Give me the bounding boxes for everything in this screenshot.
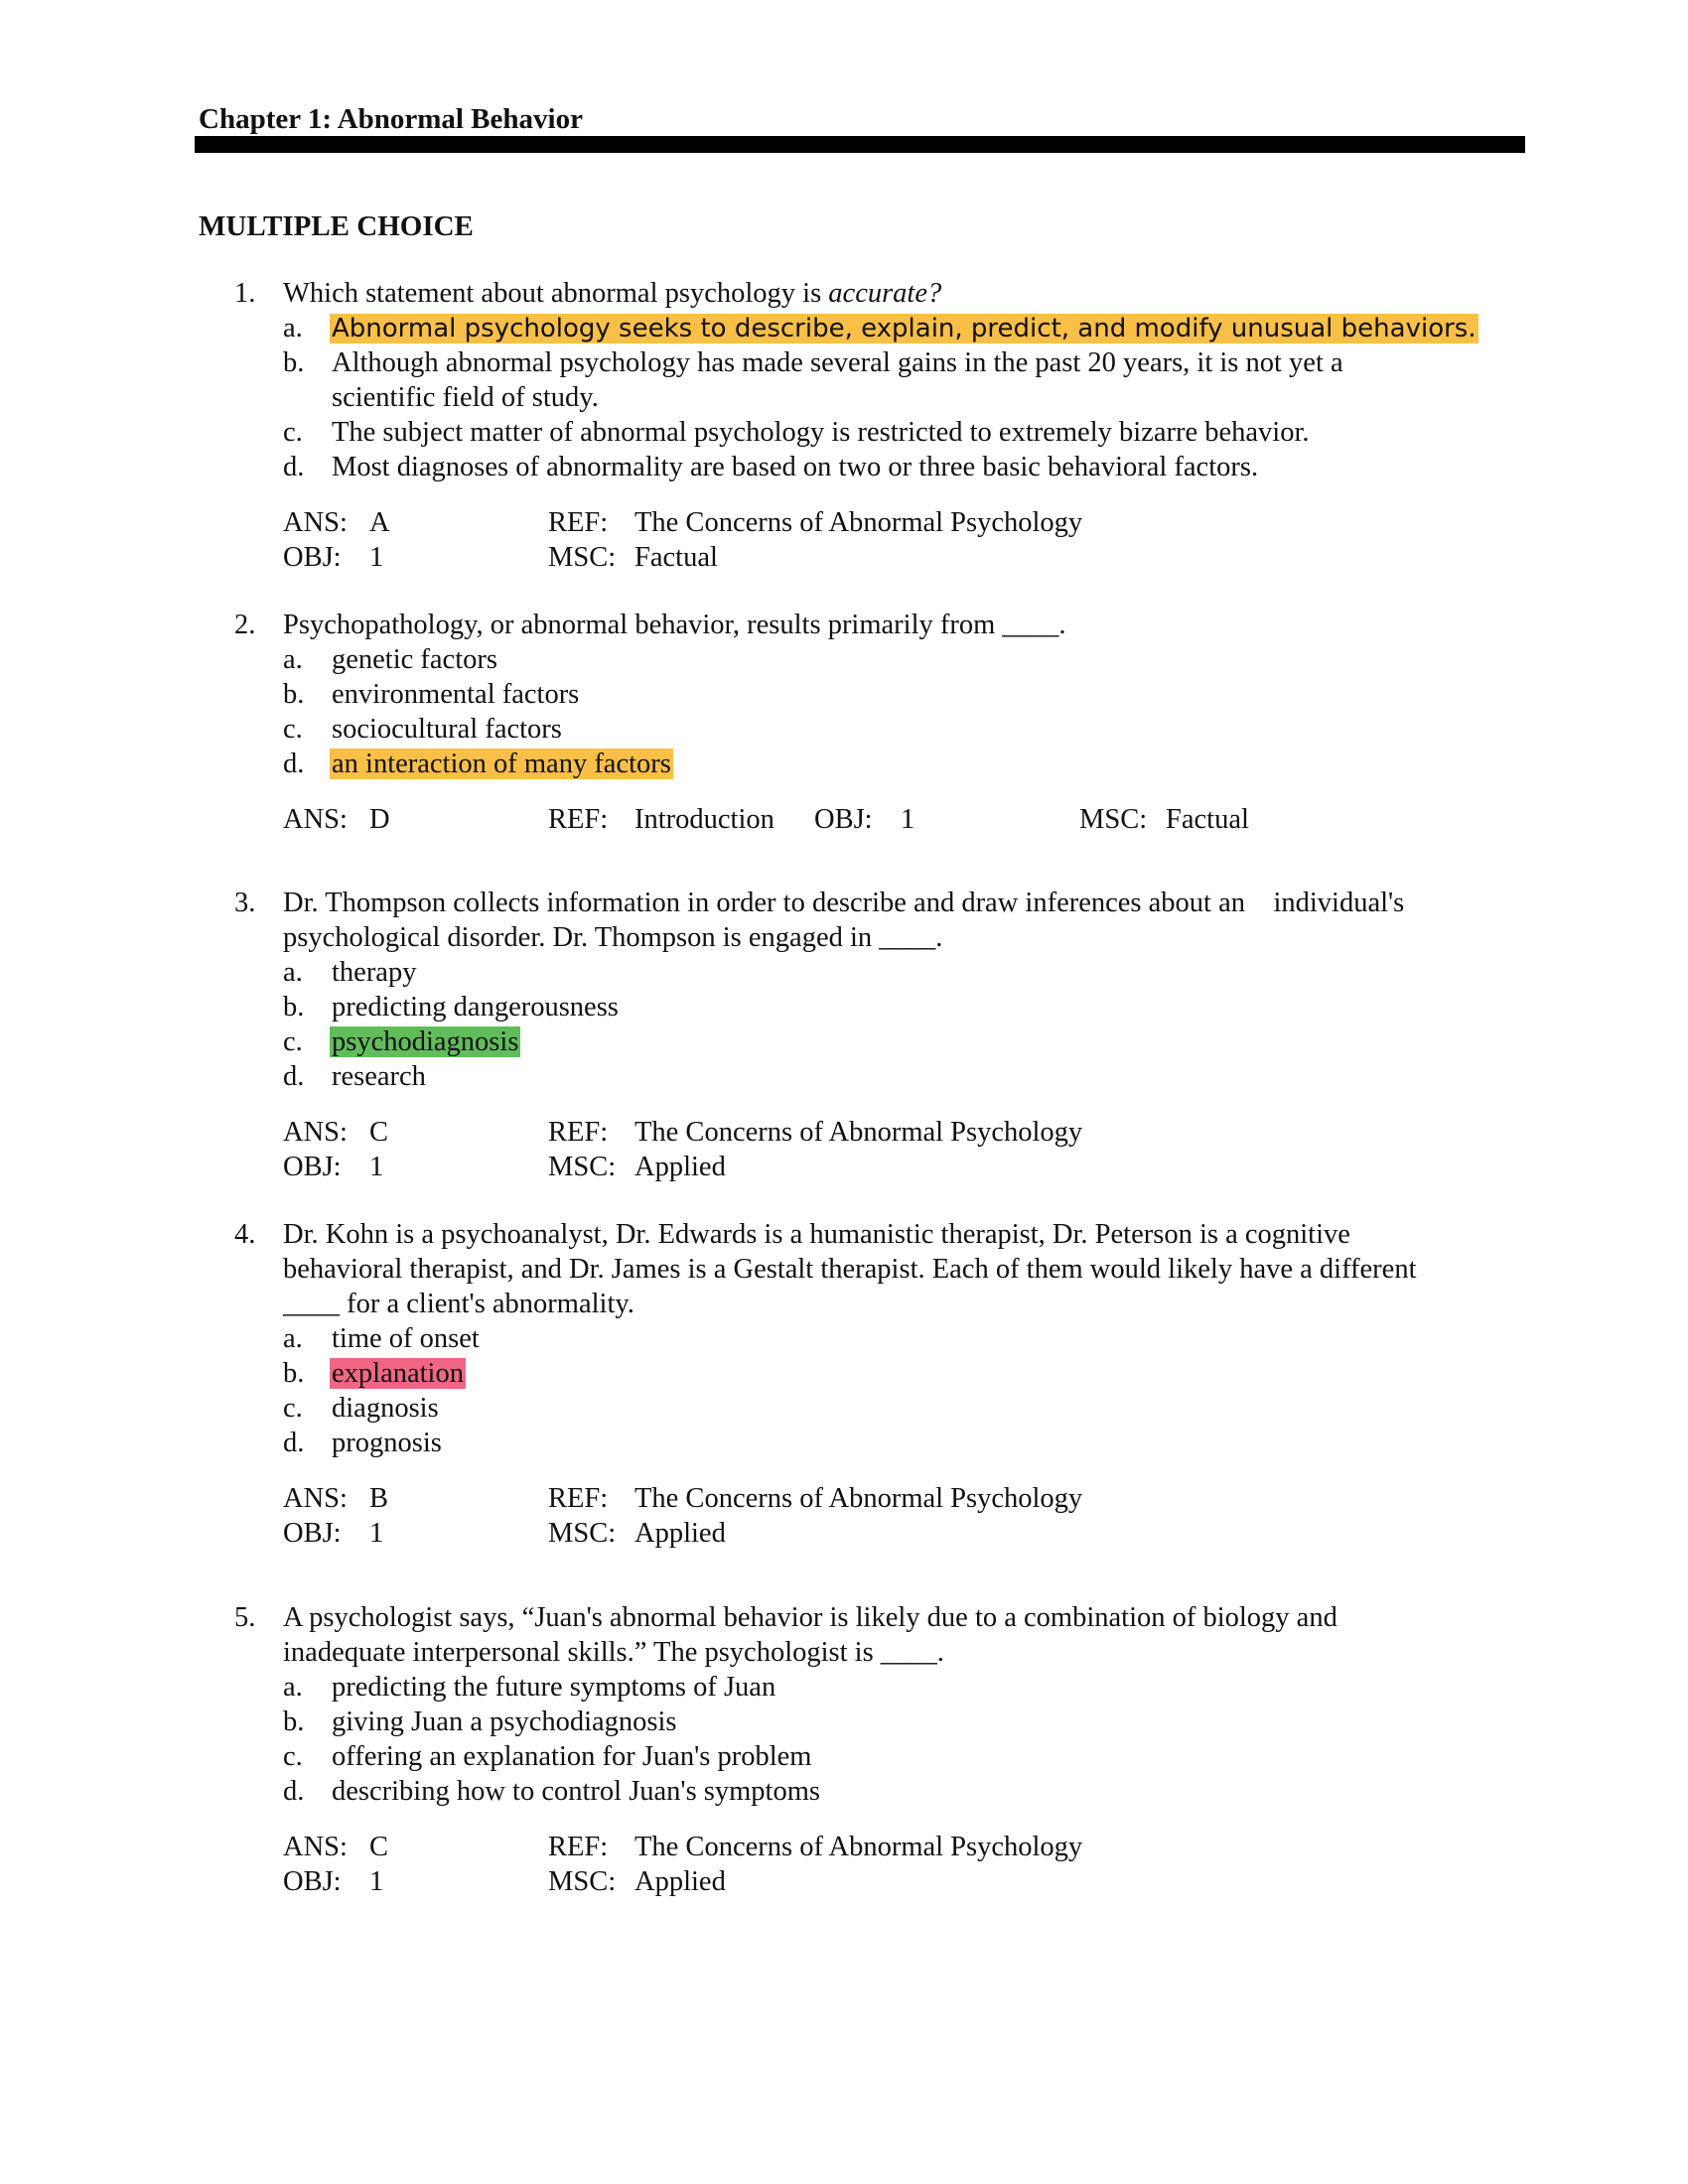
question-number: 2. <box>234 610 256 640</box>
question-stem: Dr. Kohn is a psychoanalyst, Dr. Edwards is a humanistic therapist, Dr. Peterson is a cognitive <box>283 1219 1350 1250</box>
objective: 1 <box>901 804 915 835</box>
answer-key: C <box>369 1832 389 1862</box>
answer-key: B <box>369 1483 389 1514</box>
reference: The Concerns of Abnormal Psychology <box>634 507 1083 538</box>
chapter-title: Chapter 1: Abnormal Behavior <box>199 103 583 135</box>
reference: The Concerns of Abnormal Psychology <box>634 1117 1083 1148</box>
highlighted-answer: an interaction of many factors <box>332 749 671 779</box>
misc-type: Applied <box>634 1152 726 1182</box>
misc-type: Applied <box>634 1866 726 1897</box>
highlighted-answer: explanation <box>332 1358 464 1389</box>
misc-type: Factual <box>634 542 718 573</box>
highlighted-answer: psychodiagnosis <box>332 1026 519 1057</box>
reference: The Concerns of Abnormal Psychology <box>634 1483 1083 1514</box>
answer-key: A <box>369 507 390 538</box>
question-stem: Dr. Thompson collects information in order to describe and draw inferences about an individual's <box>283 887 1405 918</box>
question-number: 1. <box>234 278 256 309</box>
objective: 1 <box>369 542 384 573</box>
highlighted-answer: Abnormal psychology seeks to describe, explain, predict, and modify unusual behaviors. <box>332 314 1477 343</box>
question-number: 5. <box>234 1602 256 1633</box>
question-stem: A psychologist says, “Juan's abnormal behavior is likely due to a combination of biology and <box>283 1602 1337 1633</box>
misc-type: Applied <box>634 1518 726 1549</box>
question-number: 3. <box>234 887 256 918</box>
question-stem: Which statement about abnormal psychology is accurate? <box>283 278 942 309</box>
objective: 1 <box>369 1866 384 1897</box>
answer-key: D <box>369 804 390 835</box>
objective: 1 <box>369 1518 384 1549</box>
reference: Introduction <box>634 804 774 835</box>
question-stem: Psychopathology, or abnormal behavior, results primarily from ____. <box>283 610 1066 640</box>
answer-key: C <box>369 1117 389 1148</box>
objective: 1 <box>369 1152 384 1182</box>
question-number: 4. <box>234 1219 256 1250</box>
document-page: Chapter 1: Abnormal Behavior MULTIPLE CHOICE 1. Which statement about abnormal psychology is accurate? a. Abnormal psychology seeks to describe, explain, predict, and modify unusual behaviors. b. Although abnormal psychology has made several gains in the past 20 years, it is not yet a scientific field of study. c. The subject matter of abnormal psychology is restricted to extremely bizarre behavior. d. Most diagnoses of abnormality are based on two or three basic behavioral factors. ANS: A REF: The Concerns of Abnormal Psychology OBJ: 1 MSC: Factual 2. Psychopathology, or abnormal behavior, results primarily from ____. a. genetic factors b. environmental factors c. sociocultural factors d. an interaction of many factors ANS: D REF: Introduction OBJ: 1 MSC: Factual 3. Dr. Thompson collects information in order to describe and draw inferences about an individual's psychological disorder. Dr. Thompson is engaged in ____. a. therapy b. predicting dangerousness c. psychodiagnosis d. research ANS: C REF: The Concerns of Abnormal Psychology OBJ: 1 MSC: Applied 4. Dr. Kohn is a psychoanalyst, Dr. Edwards is a humanistic therapist, Dr. Peterson is a cognitive behavioral therapist, and Dr. James is a Gestalt therapist. Each of them would likely have a different ____ for a client's abnormality. a. time of onset b. explanation c. diagnosis d. prognosis ANS: B REF: The Concerns of Abnormal Psychology OBJ: 1 MSC: Applied 5. A psychologist says, “Juan's abnormal behavior is likely due to a combination of biology and inadequate interpersonal skills.” The psychologist is ____. a. predicting the future symptoms of Juan b. giving Juan a psychodiagnosis c. offering an explanation for Juan's problem d. describing how to control Juan's symptoms ANS: C REF: The Concerns of Abnormal Psychology OBJ: 1 MSC: Applied <box>0 0 1688 2184</box>
misc-type: Factual <box>1166 804 1249 835</box>
section-title: MULTIPLE CHOICE <box>199 210 474 242</box>
emphasis-word: accurate? <box>828 278 942 309</box>
header-rule <box>195 136 1525 153</box>
reference: The Concerns of Abnormal Psychology <box>634 1832 1083 1862</box>
